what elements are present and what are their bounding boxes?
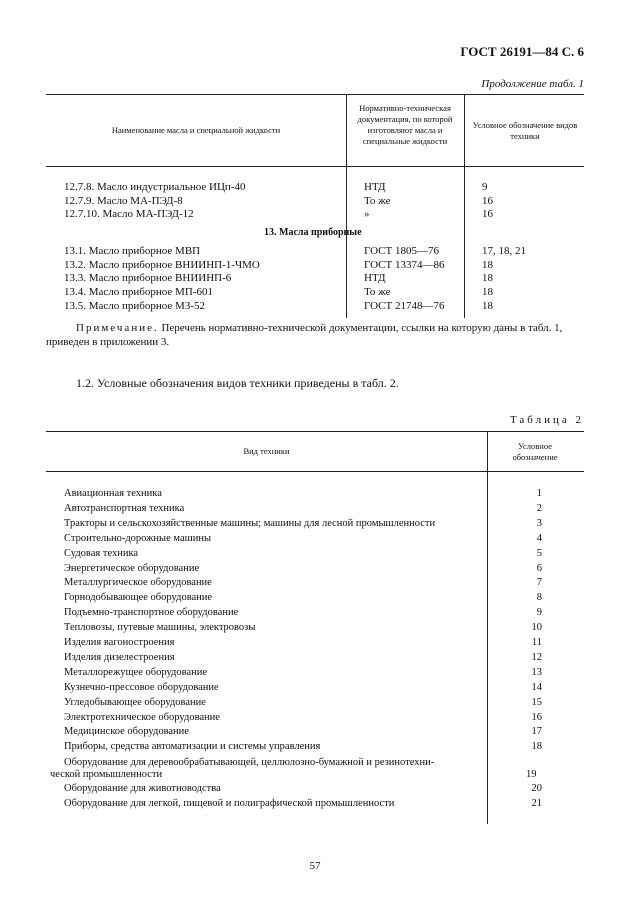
- table-row-code: 17, 18, 21: [482, 245, 526, 257]
- table-row-doc: ГОСТ 21748—76: [364, 299, 445, 312]
- table2-row-code: 7: [536, 577, 542, 589]
- table-row-name: 13.5. Масло приборное МЗ-52: [64, 299, 206, 312]
- table2-row-name: Авиационная техника: [64, 488, 162, 499]
- table2-row-code: 15: [531, 696, 542, 708]
- table2-row-code: 17: [531, 726, 542, 738]
- table-row-code: 18: [482, 299, 493, 312]
- table2-row-name: Кузнечно-прессовое оборудование: [64, 681, 219, 693]
- table2-row-code: 8: [536, 592, 542, 604]
- table2-row-code: 10: [531, 622, 542, 634]
- table2-row-code: 3: [536, 517, 542, 529]
- table-row-code: 16: [482, 208, 493, 220]
- table-row-code: 18: [482, 258, 493, 271]
- note-label: Примечание.: [76, 322, 159, 334]
- table2-row-name: Энергетическое оборудование: [64, 562, 200, 574]
- note: [46, 321, 584, 336]
- table2-label: Таблица 2: [509, 414, 584, 426]
- table2-top-rule: [46, 431, 584, 432]
- table2-row-code: 6: [536, 562, 542, 574]
- table-row-name: 13.4. Масло приборное МП-601: [64, 286, 213, 299]
- table2-row-code: 20: [531, 783, 542, 794]
- table2-row-code: 21: [531, 798, 542, 809]
- table2-row-code: 12: [531, 651, 542, 663]
- table2-row-code: 19: [526, 769, 537, 780]
- table-row-doc: НТД: [364, 181, 386, 193]
- table2-row-code: 9: [536, 607, 542, 619]
- table-row-name: 13.1. Масло приборное МВП: [64, 245, 201, 257]
- table2-col-code-header: Условное обозначение: [512, 441, 558, 462]
- table2-row-code: 5: [536, 547, 542, 559]
- table1-header-rule: [46, 166, 584, 167]
- table-row-name: 12.7.9. Масло МА-ПЭД-8: [64, 194, 183, 207]
- table-continuation-label: Продолжение табл. 1: [481, 78, 584, 90]
- page-header: ГОСТ 26191—84 С. 6: [460, 44, 584, 59]
- table-row-doc: ГОСТ 13374—86: [364, 258, 445, 271]
- section-title: 13. Масла приборные: [264, 227, 362, 238]
- table1-top-rule: [46, 94, 584, 95]
- table2-row-name: Изделия дизелестроения: [64, 651, 175, 663]
- table2-row-name: Горнодобывающее оборудование: [64, 592, 213, 604]
- table-row-code: 16: [482, 194, 493, 207]
- table2-row-name: Тракторы и сельскохозяйственные машины; машины для лесной промышленности: [64, 517, 436, 529]
- table2-row-code: 4: [536, 532, 542, 544]
- table2-row-name: Электротехническое оборудование: [64, 711, 220, 723]
- table2-row-name: Изделия вагоностроения: [64, 637, 175, 648]
- page-number: 57: [309, 860, 321, 872]
- table1-col-code-header: Условное обозначение видов техники: [472, 120, 578, 141]
- table2-row-code: 14: [531, 681, 542, 693]
- table2-row-name: Оборудование для легкой, пищевой и полиграфической промышленности: [64, 798, 395, 809]
- table2-row-name: Тепловозы, путевые машины, электровозы: [64, 622, 256, 634]
- table-row-doc: ГОСТ 1805—76: [364, 245, 439, 257]
- table1-col-doc-header: Нормативно-техническая документация, по которой изготовляют масла и специальные жидкости: [357, 103, 453, 146]
- table2-row-name: Медицинское оборудование: [64, 726, 189, 738]
- table1-col-name-header: Наименование масла и специальной жидкости: [111, 125, 281, 135]
- note-text-cont: приведен в приложении 3.: [46, 336, 170, 348]
- note-text: Перечень нормативно-технической документации, ссылки на которую даны в табл. 1,: [161, 322, 563, 334]
- table2-row-name: Подъемно-транспортное оборудование: [64, 607, 239, 619]
- table-row-doc: »: [364, 208, 370, 220]
- table2-row-name: Приборы, средства автоматизации и системы управления: [64, 741, 321, 753]
- table2-row-code: 1: [536, 488, 542, 499]
- table2-col-divider: [487, 431, 488, 824]
- table2-row-code: 18: [531, 741, 542, 753]
- table2-row-name: Строительно-дорожные машины: [64, 532, 211, 544]
- paragraph: 1.2. Условные обозначения видов техники приведены в табл. 2.: [76, 376, 399, 390]
- table2-row-name: Металлургическое оборудование: [64, 577, 212, 589]
- table2-row-name: Угледобывающее оборудование: [64, 696, 206, 708]
- table2-row-code: 16: [531, 711, 542, 723]
- table2-row-name: Металлорежущее оборудование: [64, 666, 208, 678]
- table-row-doc: То же: [364, 194, 391, 207]
- table2-row-name: Оборудование для животноводства: [64, 783, 221, 794]
- table2-row-name: Автотранспортная техника: [64, 502, 185, 514]
- table2-row-code: 2: [536, 502, 542, 514]
- table-row-name: 13.2. Масло приборное ВНИИНП-1-ЧМО: [64, 258, 260, 271]
- table1-col-divider: [346, 94, 347, 318]
- table2-header-rule: [46, 471, 584, 472]
- table2-row-name-cont: ческой промышленности: [50, 769, 163, 780]
- table-row-doc: НТД: [364, 272, 386, 285]
- table1-col-divider: [464, 94, 465, 318]
- table2-col-name-header: Вид техники: [243, 446, 290, 456]
- table-row-name: 13.3. Масло приборное ВНИИНП-6: [64, 272, 232, 285]
- table2-row-name: Оборудование для деревообрабатывающей, целлюлозно-бумажной и резинотехни-: [64, 757, 435, 768]
- table-row-code: 18: [482, 286, 493, 299]
- table-row-name: 12.7.8. Масло индустриальное ИЦп-40: [64, 181, 246, 193]
- table2-row-code: 13: [531, 666, 542, 678]
- table2-row-name: Судовая техника: [64, 547, 139, 559]
- table-row-doc: То же: [364, 286, 391, 299]
- table-row-code: 9: [482, 181, 488, 193]
- table-row-code: 18: [482, 272, 493, 285]
- table-row-name: 12.7.10. Масло МА-ПЭД-12: [64, 208, 194, 220]
- table2-row-code: 11: [531, 637, 542, 648]
